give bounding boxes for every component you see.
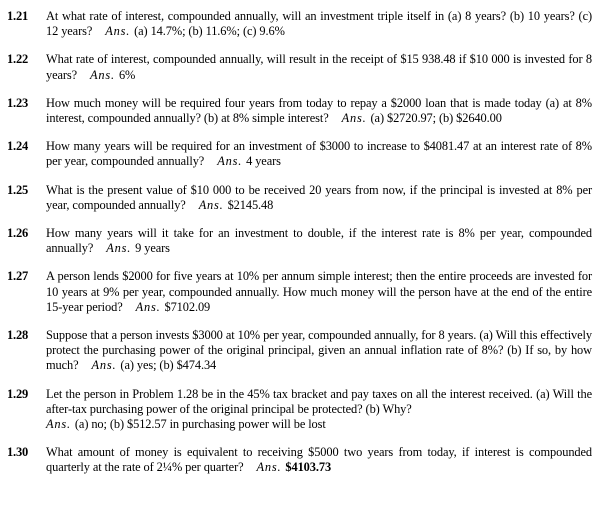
problem-body: [46, 226, 592, 256]
problem-body: [46, 387, 592, 433]
problem-number: 1.23: [7, 95, 29, 110]
answer-label: Ans.: [46, 417, 71, 432]
problem-number: 1.24: [7, 139, 29, 154]
problem-1-21: [7, 9, 592, 39]
problem-text: What is the present value of $10 000 to be received 20 years from now, if the principal is invested at 8% per year, compounded annually?: [46, 182, 592, 212]
answer-label: Ans.: [198, 197, 224, 212]
answer-text: 4 years: [246, 154, 281, 169]
problem-text: A person lends $2000 for five years at 10% per annum simple interest; then the entire proceeds are invested for 10 years at 9% per year, compounded annually. How much money will the person have at the end of the entire 15-year period?: [46, 269, 592, 314]
problem-number: 1.30: [7, 445, 29, 460]
problem-number: 1.29: [7, 386, 29, 401]
answer-text: $7102.09: [164, 299, 211, 314]
problem-body: [46, 9, 592, 39]
answer-text: 6%: [118, 67, 136, 82]
problem-1-28: [7, 328, 592, 374]
problem-body: [46, 139, 592, 169]
answer-text: (a) no; (b) $512.57 in purchasing power will be lost: [74, 417, 326, 432]
answer-text: $2145.48: [227, 197, 274, 212]
problem-1-27: [7, 269, 592, 315]
problem-number: 1.21: [7, 9, 29, 23]
problem-text: How many years will be required for an investment of $3000 to increase to $4081.47 at an interest rate of 8% per year, compounded annually?: [46, 139, 592, 169]
problem-text: How many years will it take for an investment to double, if the interest rate is 8% per year, compounded annually?: [46, 226, 592, 256]
problem-body: [46, 96, 592, 126]
problem-1-25: [7, 183, 592, 213]
problem-1-29: [7, 387, 592, 433]
answer-text: (a) 14.7%; (b) 11.6%; (c) 9.6%: [134, 24, 285, 39]
problem-number: 1.22: [7, 52, 29, 67]
problem-number: 1.27: [7, 269, 29, 284]
problem-body: [46, 269, 592, 315]
answer-label: Ans.: [341, 111, 367, 126]
answer-label: Ans.: [256, 460, 282, 475]
answer-text: (a) $2720.97; (b) $2640.00: [370, 111, 502, 126]
problem-body: [46, 328, 592, 374]
answer-label: Ans.: [105, 24, 131, 39]
answer-text: (a) yes; (b) $474.34: [120, 358, 217, 373]
answer-text: $4103.73: [285, 460, 332, 475]
answer-label: Ans.: [106, 241, 132, 256]
problem-text: Suppose that a person invests $3000 at 10% per year, compounded annually, for 8 years. (a) Will this effectively protect the purchasing power of the original principal, given an annual inflation rate of 8%? (b) If so, by how much?: [46, 328, 592, 373]
problem-text: At what rate of interest, compounded annually, will an investment triple itself in (a) 8 years? (b) 10 years? (c) 12 years?: [46, 9, 592, 39]
problem-1-30: [7, 445, 592, 475]
problem-text: How much money will be required four years from today to repay a $2000 loan that is made today (a) at 8% interest, compounded annually? (b) at 8% simple interest?: [46, 95, 592, 126]
answer-label: Ans.: [90, 67, 115, 82]
problem-1-24: [7, 139, 592, 169]
problem-text: Let the person in Problem 1.28 be in the 45% tax bracket and pay taxes on all the interest received. (a) Will the after-tax purchasing power of the original principal be protected? (b) Why?: [46, 386, 592, 416]
answer-label: Ans.: [135, 299, 161, 314]
problem-1-23: [7, 96, 592, 126]
problem-text: What amount of money is equivalent to receiving $5000 two years from today, if interest is compounded quarterly at the rate of 2¼% per quarter?: [46, 445, 592, 475]
problem-number: 1.26: [7, 226, 29, 241]
problem-body: [46, 445, 592, 475]
problem-1-22: [7, 52, 592, 82]
answer-label: Ans.: [91, 358, 117, 373]
answer-text: 9 years: [135, 241, 170, 256]
problem-text: What rate of interest, compounded annually, will result in the receipt of $15 938.48 if $10 000 is invested for 8 years?: [46, 52, 592, 82]
problem-1-26: [7, 226, 592, 256]
problem-number: 1.25: [7, 182, 29, 197]
problem-number: 1.28: [7, 328, 29, 343]
answer-label: Ans.: [217, 154, 243, 169]
problem-body: [46, 52, 592, 82]
problem-body: [46, 183, 592, 213]
